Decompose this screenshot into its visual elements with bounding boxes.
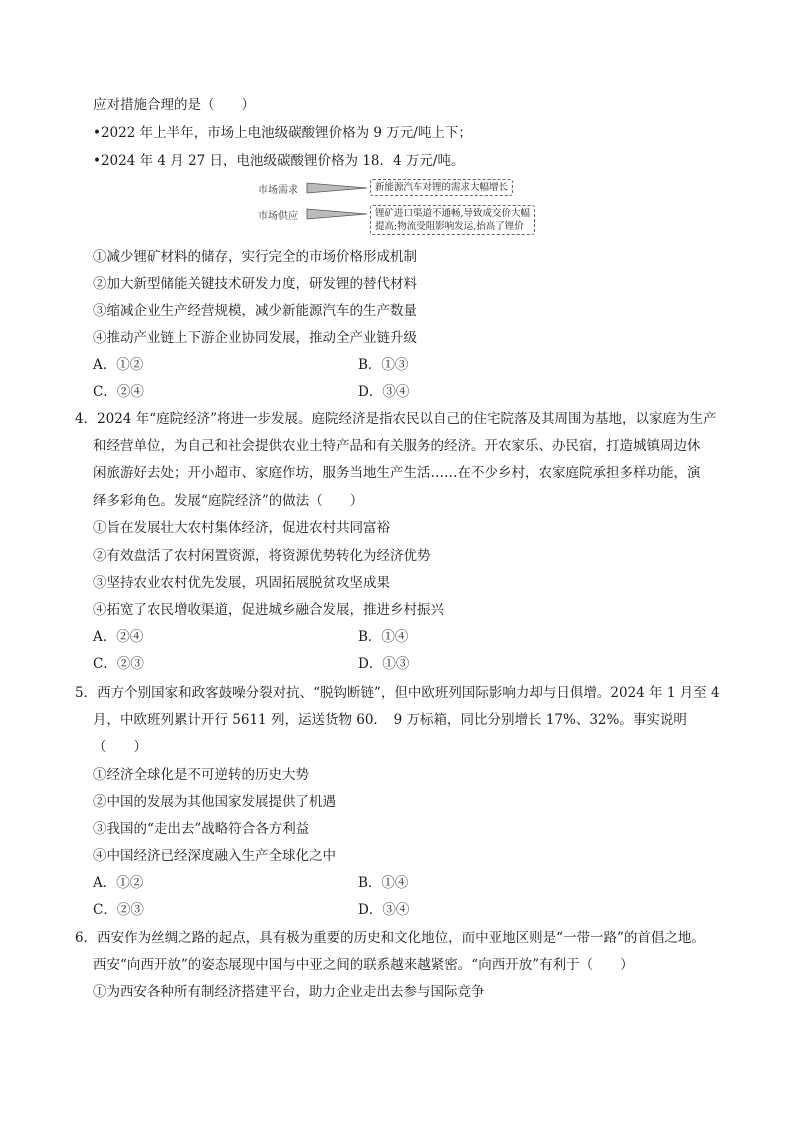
q5-stem-line-2: 月，中欧班列累计开行 5611 列，运送货物 60． 9 万标箱，同比分别增长 17%、32%。事实说明	[93, 712, 687, 728]
q3-item-2: ②加大新型储能关键技术研发力度，研发锂的替代材料	[93, 276, 417, 292]
q5-item-3: ③我国的“走出去”战略符合各方利益	[93, 821, 310, 837]
q4-item-4: ④拓宽了农民增收渠道，促进城乡融合发展，推进乡村振兴	[93, 602, 444, 618]
q3-market-diagram	[255, 178, 565, 238]
q4-item-3: ③坚持农业农村优先发展，巩固拓展脱贫攻坚成果	[93, 575, 390, 591]
q4-option-c[interactable]: C．②③	[93, 656, 144, 672]
q4-option-b[interactable]: B．①④	[358, 629, 409, 645]
q3-option-c[interactable]: C．②④	[93, 384, 144, 400]
q3-bullet-2: •2024 年 4 月 27 日，电池级碳酸锂价格为 18．4 万元/吨。	[93, 153, 465, 169]
q3-option-d[interactable]: D．③④	[358, 384, 410, 400]
diagram-label-supply: 市场供应	[258, 211, 298, 222]
q3-item-4: ④推动产业链上下游企业协同发展，推动全产业链升级	[93, 330, 417, 346]
q4-option-d[interactable]: D．①③	[358, 656, 410, 672]
q6-stem-line-1: 6．西安作为丝绸之路的起点，具有极为重要的历史和文化地位，而中亚地区则是“一带一路”的首倡之地。	[75, 930, 705, 946]
q3-option-b[interactable]: B．①③	[358, 357, 409, 373]
diagram-box-supply-line-1: 锂矿进口渠道不通畅,导致成交价大幅	[375, 208, 531, 219]
q4-stem-line-4: 绎多彩角色。发展“庭院经济”的做法（ ）	[93, 493, 364, 509]
q4-option-a[interactable]: A．②④	[93, 629, 144, 645]
q5-item-1: ①经济全球化是不可逆转的历史大势	[93, 767, 309, 783]
q4-stem-line-3: 闲旅游好去处；开小超市、家庭作坊，服务当地生产生活……在不少乡村，农家庭院承担多样功能，演	[93, 465, 701, 481]
q5-option-b[interactable]: B．①④	[358, 875, 409, 891]
q4-stem-line-2: 和经营单位，为自己和社会提供农业土特产品和有关服务的经济。开农家乐、办民宿，打造城镇周边休	[93, 438, 701, 454]
q5-option-a[interactable]: A．①②	[93, 875, 144, 891]
q4-item-2: ②有效盘活了农村闲置资源，将资源优势转化为经济优势	[93, 548, 431, 564]
q5-option-d[interactable]: D．③④	[358, 902, 410, 918]
q3-stem-tail: 应对措施合理的是（ ）	[93, 97, 255, 113]
q5-item-2: ②中国的发展为其他国家发展提供了机遇	[93, 794, 336, 810]
q3-option-a[interactable]: A．①②	[93, 357, 144, 373]
q3-item-1: ①减少锂矿材料的储存，实行完全的市场价格形成机制	[93, 249, 417, 265]
supply-arrow	[307, 209, 367, 219]
demand-arrow	[307, 183, 367, 193]
diagram-box-supply	[370, 205, 535, 235]
q3-bullet-1: •2022 年上半年，市场上电池级碳酸锂价格为 9 万元/吨上下；	[93, 125, 472, 141]
diagram-box-demand: 新能源汽车对锂的需求大幅增长	[370, 179, 513, 196]
diagram-label-demand: 市场需求	[258, 185, 298, 196]
q5-item-4: ④中国经济已经深度融入生产全球化之中	[93, 848, 336, 864]
q6-item-1: ①为西安各种所有制经济搭建平台，助力企业走出去参与国际竞争	[93, 984, 485, 1000]
q5-stem-line-3: （ ）	[93, 739, 147, 755]
q6-stem-line-2: 西安“向西开放”的姿态展现中国与中亚之间的联系越来越紧密。“向西开放”有利于（ ）	[93, 957, 634, 973]
q4-stem-line-1: 4．2024 年“庭院经济”将进一步发展。庭院经济是指农民以自己的住宅院落及其周围为基地，以家庭为生产	[75, 411, 717, 427]
diagram-box-supply-line-2: 提高;物流受阻影响发运,抬高了锂价	[375, 221, 524, 232]
q5-stem-line-1: 5．西方个别国家和政客鼓噪分裂对抗、“脱钩断链”，但中欧班列国际影响力却与日俱增。2024 年 1 月至 4	[75, 685, 720, 701]
q5-option-c[interactable]: C．②③	[93, 902, 144, 918]
q3-item-3: ③缩减企业生产经营规模，减少新能源汽车的生产数量	[93, 303, 417, 319]
q4-item-1: ①旨在发展壮大农村集体经济，促进农村共同富裕	[93, 520, 390, 536]
